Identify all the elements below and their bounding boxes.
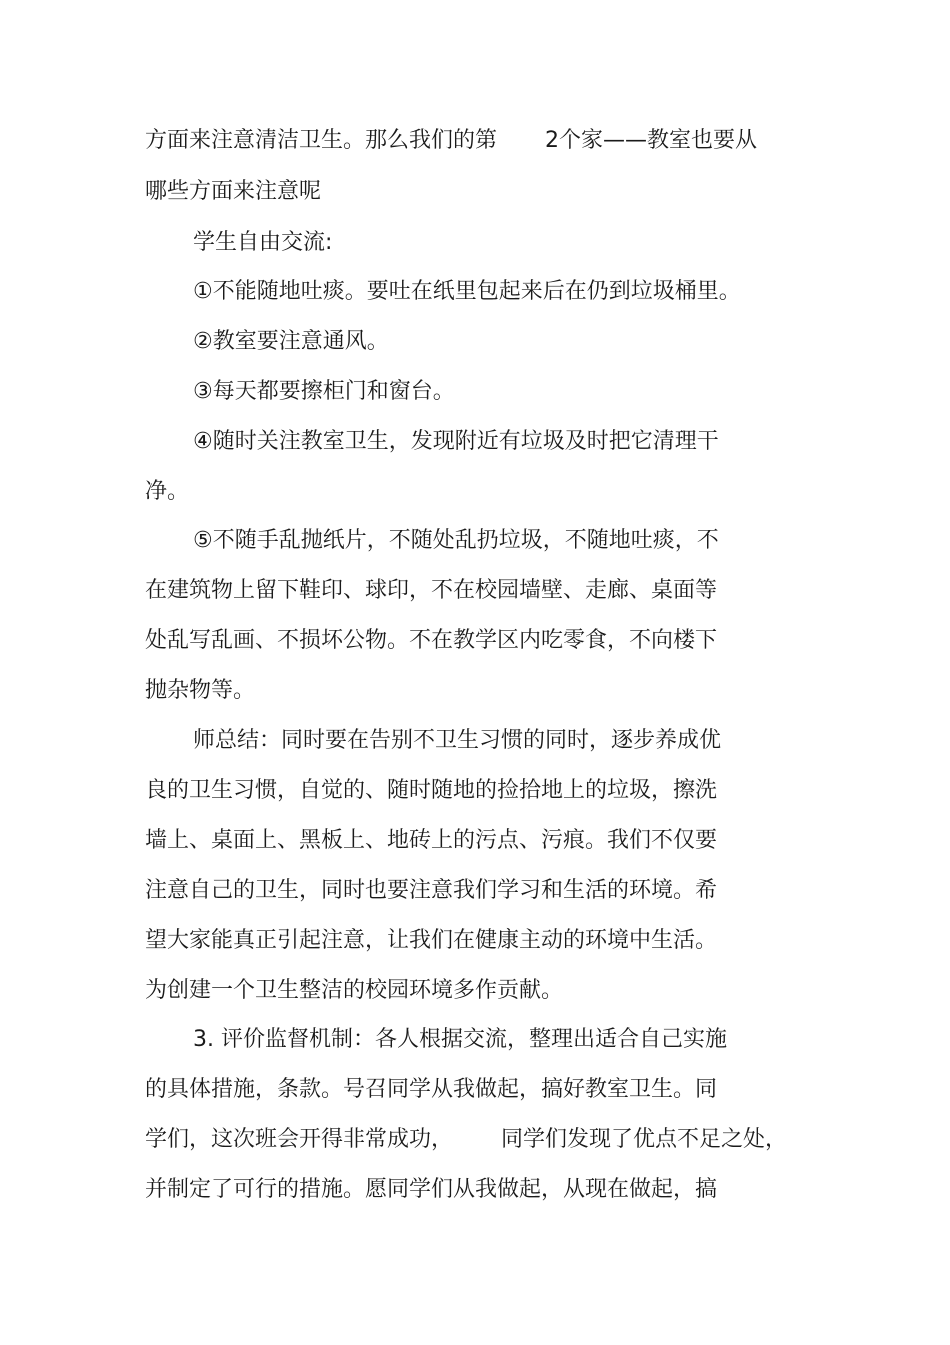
text-line: ③每天都要擦柜门和窗台。 [193, 379, 455, 404]
text-segment: 方面来注意清洁卫生。那么我们的第 [145, 128, 498, 153]
text-line: 良的卫生习惯，自觉的、随时随地的捡拾地上的垃圾，擦洗 [145, 778, 718, 803]
text-line: 注意自己的卫生，同时也要注意我们学习和生活的环境。希 [145, 878, 718, 903]
text-line: 处乱写乱画、不损坏公物。不在教学区内吃零食，不向楼下 [145, 628, 718, 653]
text-line: 的具体措施，条款。号召同学从我做起，搞好教室卫生。同 [145, 1077, 718, 1102]
text-line: 净。 [145, 479, 190, 504]
text-line: ①不能随地吐痰。要吐在纸里包起来后在仍到垃圾桶里。 [193, 279, 741, 304]
text-line [145, 1125, 787, 1155]
text-line: 学生自由交流: [193, 230, 333, 255]
text-line: 望大家能真正引起注意，让我们在健康主动的环境中生活。 [145, 928, 718, 953]
text-segment: 学们，这次班会开得非常成功， [145, 1127, 454, 1152]
text-line: 师总结：同时要在告别不卫生习惯的同时，逐步养成优 [193, 728, 722, 753]
text-line: ④随时关注教室卫生，发现附近有垃圾及时把它清理干 [193, 429, 719, 454]
text-line: 3. 评价监督机制：各人根据交流，整理出适合自己实施 [193, 1027, 727, 1052]
text-segment: 2个家——教室也要从 [545, 128, 758, 153]
text-line: 哪些方面来注意呢 [145, 179, 322, 204]
text-line: 并制定了可行的措施。愿同学们从我做起，从现在做起，搞 [145, 1177, 718, 1202]
text-line: ⑤不随手乱抛纸片，不随处乱扔垃圾，不随地吐痰，不 [193, 528, 719, 553]
text-line [145, 126, 757, 156]
text-segment: 同学们发现了优点不足之处， [501, 1127, 788, 1152]
text-line: 为创建一个卫生整洁的校园环境多作贡献。 [145, 978, 564, 1003]
text-line: 抛杂物等。 [145, 678, 256, 703]
text-line: 在建筑物上留下鞋印、球印，不在校园墙壁、走廊、桌面等 [145, 578, 718, 603]
text-line: 墙上、桌面上、黑板上、地砖上的污点、污痕。我们不仅要 [145, 828, 718, 853]
text-line: ②教室要注意通风。 [193, 329, 389, 354]
